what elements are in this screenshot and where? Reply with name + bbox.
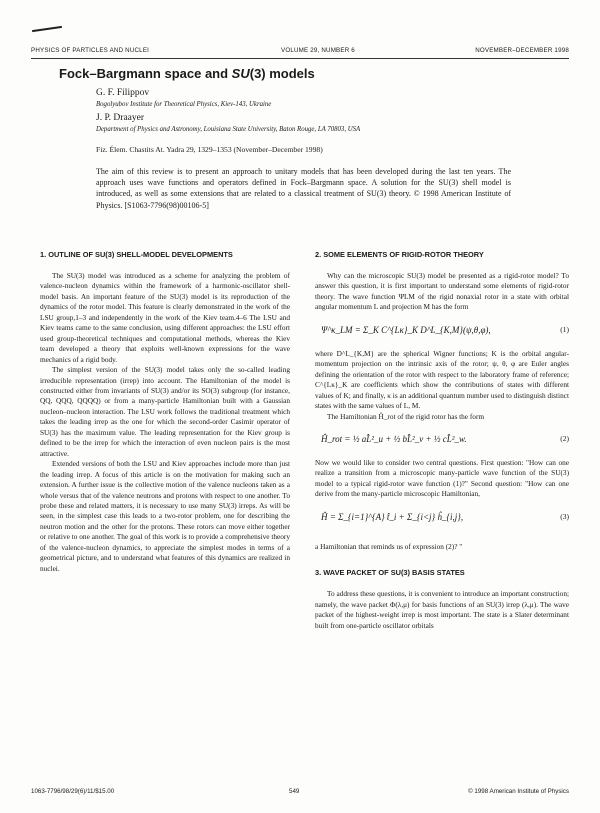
footer-copyright: © 1998 American Institute of Physics [468,788,569,795]
equation-body: Ĥ_rot = ½ aL̂²_u + ½ bL̂²_v + ½ cL̂²_w. [321,433,467,444]
equation-3 [315,504,569,538]
volume-number: VOLUME 29, NUMBER 6 [281,47,355,54]
equation-number: (3) [560,511,569,521]
page-number: 549 [289,788,300,795]
section-heading: 3. WAVE PACKET OF SU(3) BASIS STATES [315,568,465,578]
paper-title [59,66,315,81]
equation-number: (1) [560,324,569,334]
body-paragraph: The SU(3) model was introduced as a scheme for analyzing the problem of valence-nucleon dynamics within the framework of a harmonic-oscillator shell-model basis. An important feature of the SU(3) model is its reproduction of the dynamics of the rotor model. This feature is clearly demonstrated in the work of the LSU group,1–3 and independently in the work of the Kiev team.4–6 The LSU and Kiev teams came to the same conclusion, using different approaches: the LSU effort used group-theoretical techniques and computational methods, whereas the Kiev team developed a theory that exploits well-known expressions for the wave mechanics of a rigid body. [40,271,290,364]
body-paragraph: a Hamiltonian that reminds us of expression (2)? " [315,541,463,551]
title-prefix: Fock–Bargmann space and [59,66,232,81]
author-name: G. F. Filippov [96,88,150,98]
abstract: The aim of this review is to present an approach to unitary models that has been developed during the last ten years. The approach uses wave functions and operators defined in Fock–Bargmann space. A solution for the SU(3) shell model is introduced, as well as some extensions that are related to a classical treatment of SU(3) theory. © 1998 American Institute of Physics. [S1063-7796(98)00106-5] [96,167,511,210]
journal-name: PHYSICS OF PARTICLES AND NUCLEI [31,47,150,54]
section-heading: 2. SOME ELEMENTS OF RIGID-ROTOR THEORY [315,250,484,259]
equation-1 [315,317,569,345]
left-column [40,247,290,574]
section-heading: 1. OUTLINE OF SU(3) SHELL-MODEL DEVELOPMENTS [40,250,233,259]
right-column [315,247,569,631]
title-suffix: (3) models [249,66,315,81]
issue-date: NOVEMBER–DECEMBER 1998 [475,47,569,54]
equation-number: (2) [560,433,569,443]
journal-citation: Fiz. Élem. Chastits At. Yadra 29, 1329–1353 (November–December 1998) [96,145,323,154]
body-paragraph: where D^L_{K,M} are the spherical Wigner functions; K is the orbital angular-momentum projection on the intrinsic axis of the rotor; ψ, θ, φ are Euler angles defining the orientation of the rotor with respect to the laboratory frame of reference; C^{Lκ}_K are coefficients which show the contributions of states with different values of K; and finally, κ is an additional quantum number used to distinguish distinct states with the same values of L, M. [315,348,569,411]
equation-body: Ĥ = Σ_{i=1}^{A} t̂_i + Σ_{i<j} ĥ_{i,j}, [321,511,464,522]
equation-body: Ψ^κ_LM = Σ_K C^{Lκ}_K D^L_{K,M}(ψ,θ,φ), [321,324,491,335]
author-affiliation: Bogolyubov Institute for Theoretical Physics, Kiev-143, Ukraine [96,101,272,108]
body-paragraph: Now we would like to consider two central questions. First question: "How can one realize a transition from a microscopic many-particle wave function of the SU(3) model to a typical rigid-rotor wave function (1)?" Second question: "How can one derive from the many-particle microscopic Hamiltonian, [315,457,569,499]
page-footer [31,788,569,798]
author-affiliation: Department of Physics and Astronomy, Louisiana State University, Baton Rouge, LA 70803, USA [96,126,361,133]
title-group: SU [231,66,250,81]
scan-artifact-mark [32,26,62,32]
body-paragraph: The Hamiltonian Ĥ_rot of the rigid rotor has the form [327,411,485,421]
running-head [31,46,569,59]
body-paragraph: To address these questions, it is convenient to introduce an important construction; namely, the wave packet Φ(λ,μ) for basis functions of an SU(3) irrep (λ,μ). The wave packet of the highest-weight irrep is most important. The state is a Slater determinant built from one-particle oscillator orbitals [315,589,569,630]
body-paragraph: The simplest version of the SU(3) model takes only the so-called leading irreducible representation (irrep) into account. The Hamiltonian of the model is constructed either from invariants of SU(3) and/or its SO(3) subgroup (for instance, QQ, QQQ, QQQQ) or from a many-particle Hamiltonian built with a Gaussian nucleon–nucleon interaction. The LSU work follows the traditional treatment which takes the leading irrep as the one for which the second-order Casimir operator of SU(3) has the maximum value. The leading representation for the Kiev group is defined to be the irrep for which the interaction of even nucleon pairs is the most attractive. [40,365,290,458]
body-paragraph: Extended versions of both the LSU and Kiev approaches include more than just the leading irrep. A focus of this article is on the motivation for making such an extension. A further issue is the collective motion of the valence nucleons taken as a whole versus that of the valence neutrons and protons with respect to one another. To probe these and related matters, it is necessary to use many SU(3) irreps. As will be seen, in the simplest case this leads to a two-rotor problem, one for describing the neutron motion and the other for the protons. These rotors can move either together or relative to one another. The goal of this work is to provide a comprehensive theory of the valence-nucleon dynamics, to appreciate the simplest modes in terms of a geometrical picture, and to understand what features of this dynamics are realized in nuclei. [40,459,290,573]
equation-2 [315,426,569,454]
body-paragraph: Why can the microscopic SU(3) model be presented as a rigid-rotor model? To answer this question, it is first important to understand some elements of rigid-rotor theory. The wave function ΨLM of the rigid nonaxial rotor in a state with orbital angular momentum L and projection M has the form [315,271,569,312]
footer-code: 1063-7796/98/29(6)/11/$15.00 [31,788,115,795]
author-name: J. P. Draayer [96,113,145,123]
